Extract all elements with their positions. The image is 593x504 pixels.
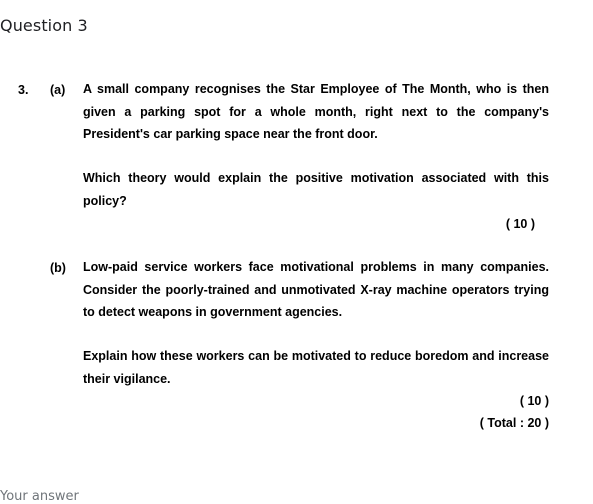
part-a-label: (a) <box>50 83 66 97</box>
part-a-paragraph-2: Which theory would explain the positive motivation associated with this policy? <box>83 171 549 208</box>
part-b-label: (b) <box>50 261 66 275</box>
question-number: 3. <box>18 83 29 97</box>
part-a-paragraph-1: A small company recognises the Star Employee of The Month, who is then given a parking spot for a whole month, right next to the company's President's car parking space near the front door. <box>83 82 549 141</box>
part-b-paragraph-1: Low-paid service workers face motivational problems in many companies. Consider the poorly-trained and unmotivated X-ray machine operators trying to detect weapons in government agencies. <box>83 260 549 319</box>
question-title: Question 3 <box>0 16 88 35</box>
part-a-marks: ( 10 ) <box>505 217 535 231</box>
part-b-paragraph-2: Explain how these workers can be motivated to reduce boredom and increase their vigilance. <box>83 349 549 386</box>
part-b-marks: ( 10 ) <box>519 394 549 408</box>
total-marks: ( Total : 20 ) <box>479 416 549 430</box>
your-answer-label: Your answer <box>0 489 79 504</box>
